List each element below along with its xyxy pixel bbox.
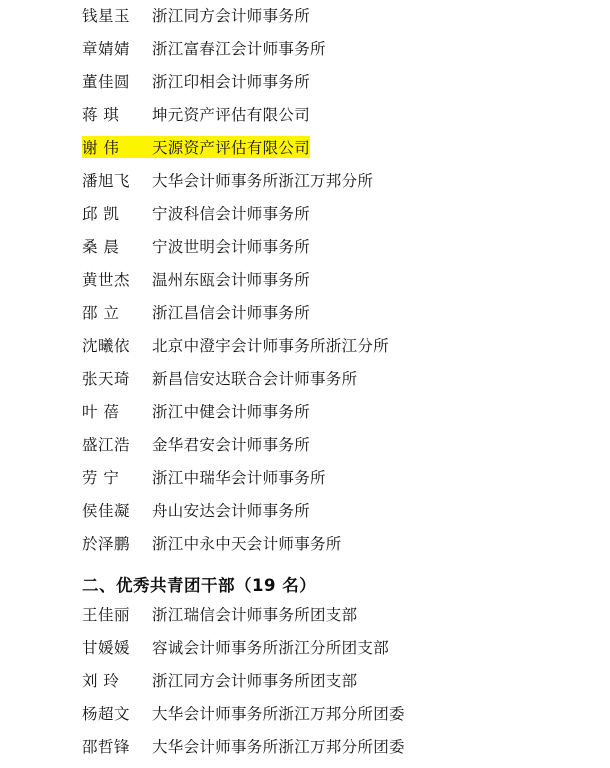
list-item [0,499,610,532]
list-item [0,4,610,37]
organization-name: 浙江富春江会计师事务所 [152,40,326,58]
person-name: 张天琦 [82,370,131,388]
person-name: 沈曦依 [82,337,131,355]
person-name: 甘媛媛 [82,639,131,657]
list-item [0,433,610,466]
list-item [0,301,610,334]
person-name: 潘旭飞 [82,172,131,190]
organization-name: 浙江中瑞华会计师事务所 [152,469,326,487]
organization-name: 北京中澄宇会计师事务所浙江分所 [152,337,390,355]
list-item [0,169,610,202]
person-name: 章婧婧 [82,40,131,58]
list-item [0,636,610,669]
person-name: 邵 立 [82,304,120,322]
section-heading: 二、优秀共青团干部（19 名） [82,576,317,595]
list-item [0,268,610,301]
list-item [0,735,610,768]
organization-name: 浙江瑞信会计师事务所团支部 [152,606,358,624]
award-list-part-two [0,603,610,768]
list-item [0,103,610,136]
list-item [0,532,610,565]
list-item [0,202,610,235]
organization-name: 天源资产评估有限公司 [152,136,310,158]
list-item-highlighted [0,136,610,169]
organization-name: 浙江同方会计师事务所团支部 [152,672,358,690]
organization-name: 浙江印相会计师事务所 [152,73,311,91]
person-name: 刘 玲 [82,672,120,690]
person-name: 董佳圆 [82,73,131,91]
person-name: 邱 凯 [82,205,120,223]
list-item [0,367,610,400]
person-name: 黄世杰 [82,271,131,289]
list-item [0,702,610,735]
person-name: 谢 伟 [82,136,152,158]
organization-name: 大华会计师事务所浙江万邦分所团委 [152,705,405,723]
list-item [0,466,610,499]
person-name: 侯佳凝 [82,502,131,520]
list-item [0,400,610,433]
list-item [0,603,610,636]
organization-name: 宁波科信会计师事务所 [152,205,311,223]
organization-name: 浙江昌信会计师事务所 [152,304,311,322]
list-item [0,37,610,70]
person-name: 桑 晨 [82,238,120,256]
award-list-part-one [0,4,610,565]
person-name: 邵哲锋 [82,738,131,756]
organization-name: 金华君安会计师事务所 [152,436,311,454]
organization-name: 大华会计师事务所浙江万邦分所团委 [152,738,405,756]
list-item [0,669,610,702]
organization-name: 新昌信安达联合会计师事务所 [152,370,358,388]
person-name: 钱星玉 [82,7,131,25]
organization-name: 浙江同方会计师事务所 [152,7,311,25]
person-name: 盛江浩 [82,436,131,454]
organization-name: 坤元资产评估有限公司 [152,106,311,124]
list-item [0,70,610,103]
organization-name: 舟山安达会计师事务所 [152,502,311,520]
person-name: 蒋 琪 [82,106,120,124]
person-name: 叶 蓓 [82,403,120,421]
organization-name: 浙江中永中天会计师事务所 [152,535,342,553]
organization-name: 容诚会计师事务所浙江分所团支部 [152,639,390,657]
organization-name: 浙江中健会计师事务所 [152,403,311,421]
list-item [0,235,610,268]
organization-name: 大华会计师事务所浙江万邦分所 [152,172,374,190]
list-item [0,334,610,367]
person-name: 於泽鹏 [82,535,131,553]
organization-name: 温州东瓯会计师事务所 [152,271,311,289]
person-name: 劳 宁 [82,469,120,487]
person-name: 王佳丽 [82,606,131,624]
organization-name: 宁波世明会计师事务所 [152,238,311,256]
person-name: 杨超文 [82,705,131,723]
